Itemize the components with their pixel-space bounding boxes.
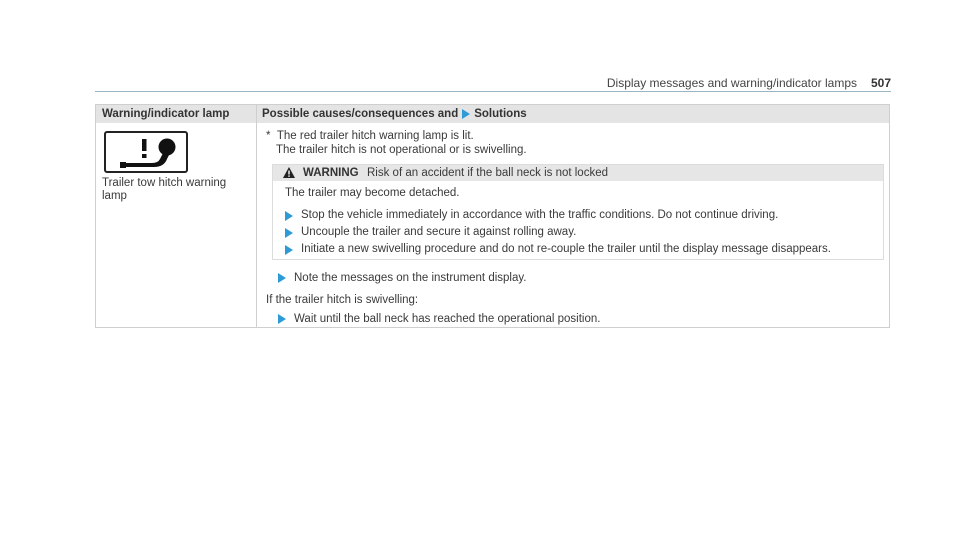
warning-subtitle: Risk of an accident if the ball neck is not locked bbox=[367, 167, 608, 179]
table-header bbox=[96, 105, 889, 123]
warning-step-text: Initiate a new swivelling procedure and do not re-couple the trailer until the display message disappears. bbox=[301, 243, 831, 255]
trailer-tow-hitch-warning-icon bbox=[104, 131, 188, 173]
note-step bbox=[278, 271, 881, 285]
section-title: Display messages and warning/indicator lamps bbox=[606, 76, 857, 90]
col-header-causes bbox=[262, 108, 527, 120]
warning-step-text: Uncouple the trailer and secure it against rolling away. bbox=[301, 226, 577, 238]
step-arrow-icon bbox=[278, 314, 286, 324]
cause-line2: The trailer hitch is not operational or is swivelling. bbox=[276, 144, 527, 156]
lamp-label-line2: lamp bbox=[102, 190, 127, 202]
step-arrow-icon bbox=[278, 273, 286, 283]
cause-line1: The red trailer hitch warning lamp is lit. bbox=[276, 130, 474, 142]
step-arrow-icon bbox=[285, 245, 293, 255]
col-header-lamp: Warning/indicator lamp bbox=[102, 108, 230, 120]
warning-body: The trailer may become detached. bbox=[285, 187, 460, 199]
col-header-causes-text: Possible causes/consequences and bbox=[262, 108, 459, 120]
warning-step bbox=[285, 243, 831, 255]
final-step-text: Wait until the ball neck has reached the operational position. bbox=[294, 313, 601, 325]
warning-triangle-icon bbox=[283, 167, 295, 178]
warning-step-text: Stop the vehicle immediately in accordance with the traffic conditions. Do not continue driving. bbox=[301, 209, 779, 221]
lamp-label-line1: Trailer tow hitch warning bbox=[102, 177, 227, 189]
column-divider bbox=[256, 105, 257, 327]
step-arrow-icon bbox=[285, 228, 293, 238]
warning-title: WARNING bbox=[303, 167, 359, 179]
warning-box bbox=[272, 164, 884, 260]
lamp-label bbox=[102, 177, 242, 203]
final-step bbox=[278, 312, 881, 326]
warning-lamp-table bbox=[95, 104, 890, 328]
cause-marker: * bbox=[266, 130, 271, 142]
header-divider bbox=[95, 91, 891, 92]
solutions-arrow-icon bbox=[462, 109, 470, 119]
col-header-solutions-text: Solutions bbox=[474, 108, 527, 120]
note-step-text: Note the messages on the instrument display. bbox=[294, 272, 527, 284]
condition-text: If the trailer hitch is swivelling: bbox=[266, 294, 419, 306]
warning-header bbox=[273, 165, 883, 181]
page-number: 507 bbox=[870, 76, 891, 90]
warning-step bbox=[285, 226, 576, 238]
step-arrow-icon bbox=[285, 211, 293, 221]
warning-step bbox=[285, 209, 778, 221]
cause-block bbox=[266, 129, 881, 157]
